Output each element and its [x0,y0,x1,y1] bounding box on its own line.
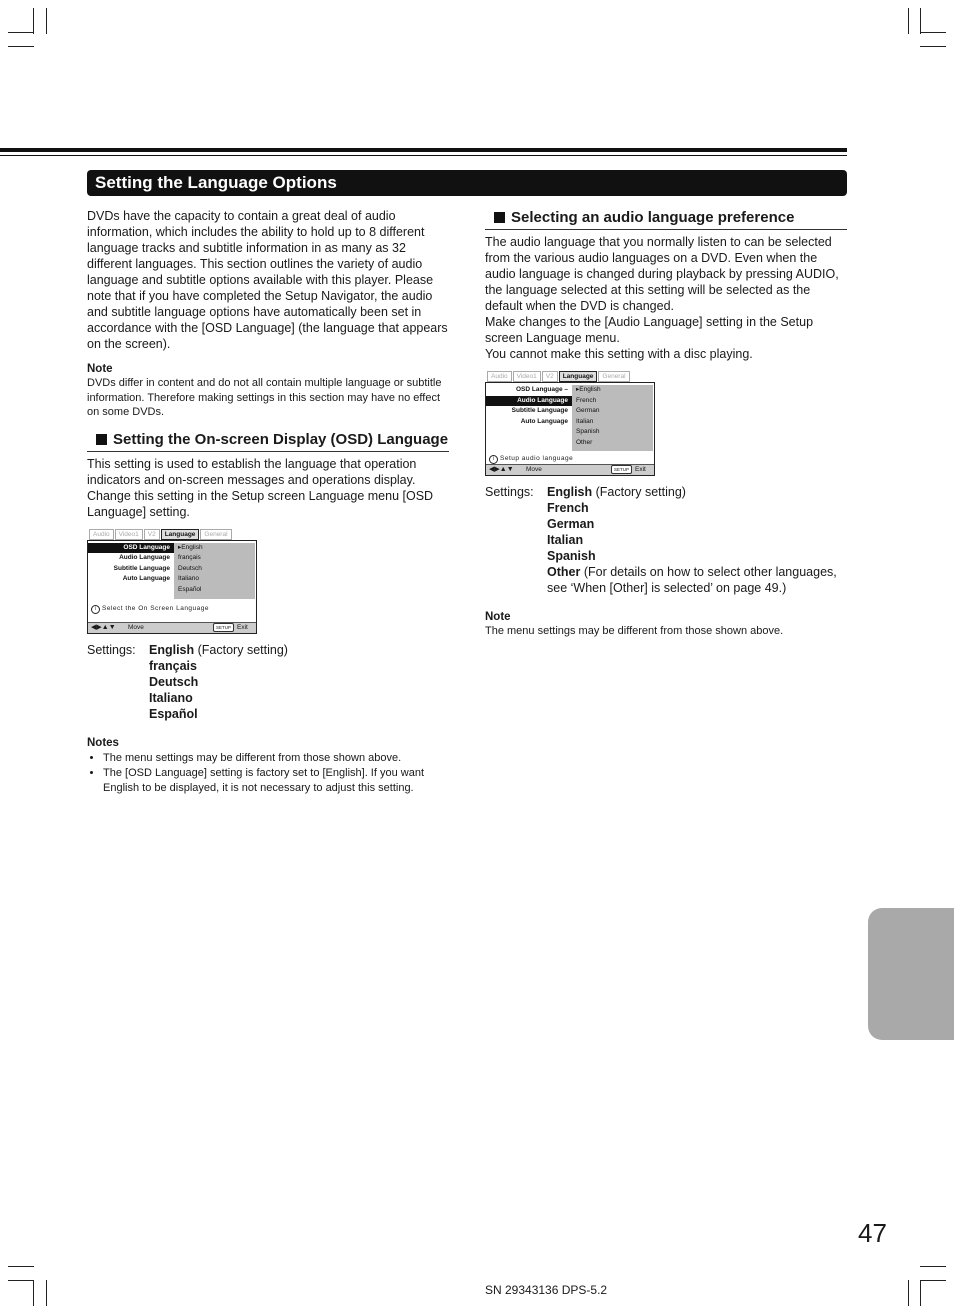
menu-info: i Select the On Screen Language [91,601,209,617]
info-icon: i [91,605,100,614]
crop-mark [920,46,946,47]
crop-mark [908,8,909,34]
crop-mark [8,46,34,47]
crop-mark [920,32,946,33]
menu-option: ▸English [576,386,601,393]
crop-mark [8,1280,34,1281]
osd-paragraph: This setting is used to establish the language that operation indicators and on-screen messages and operations display. Change this setting in the Setup screen Language menu [OSD Language] setting. [87,456,434,519]
move-label: Move [526,466,542,473]
setting-option: Español [149,706,198,721]
header-rule-thin [0,155,847,156]
setup-button-icon: SETUP [611,465,632,474]
tab-general: General [200,529,231,540]
page-title: Setting the Language Options [87,170,847,196]
menu-footer [486,464,654,475]
factory-setting-note: (Factory setting) [592,485,686,499]
note-item: • The menu settings may be different from those shown above. [103,751,449,766]
menu-option: Italiano [178,575,199,582]
intro-paragraph: DVDs have the capacity to contain a great deal of audio information, which includes the ability to hold up to 8 different language tracks and subtitle information in as many as 32 different languages. This section outlines the variety of audio language and subtitle options available with this player. Please note that if you have completed the Setup Navigator, the audio and subtitle language options have automatically been set in accordance with the [OSD Language] (the language that appears on the screen). [87,209,448,351]
arrow-keys-icon: ◀▶▲▼ [489,466,514,473]
menu-items [88,543,174,585]
audio-heading-text: Selecting an audio language preference [511,209,795,226]
menu-option: ▸English [178,543,203,551]
move-label: Move [128,623,144,631]
menu-option: Spanish [576,428,600,435]
exit-label: Exit [237,623,248,631]
menu-tabs [89,529,233,540]
setting-option: French [547,501,589,515]
crop-mark [920,8,921,34]
osd-menu-screen [87,530,257,634]
menu-item: Subtitle Language [113,564,170,572]
menu-item: Subtitle Language [511,407,568,414]
tab-v2: V2 [542,371,558,382]
note-text: The menu settings may be different from those shown above. [485,625,784,637]
menu-item: Audio Language [119,554,170,561]
settings-label: Settings: [485,485,534,499]
crop-mark [920,1280,921,1306]
menu-option: Other [576,438,593,446]
crop-mark [33,8,34,34]
menu-option: Italian [576,417,594,425]
right-column [485,208,847,639]
tab-general: General [598,371,629,382]
osd-heading [87,430,449,452]
menu-options [174,543,255,599]
osd-settings [87,642,449,722]
menu-item: Audio Language [486,396,572,407]
note-title: Note [87,363,113,375]
crop-mark [908,1280,909,1306]
crop-mark [920,1266,946,1267]
side-tab [868,908,954,1040]
notes-title: Notes [87,736,119,749]
page-number: 47 [858,1218,887,1248]
setup-button-icon: SETUP [213,623,234,632]
tab-audio: Audio [89,529,114,540]
note-title: Note [485,611,511,623]
menu-option: français [178,554,201,561]
setting-option: français [149,658,197,673]
menu-footer [88,622,256,633]
notes-list [87,751,449,796]
tab-video1: Video1 [513,371,541,382]
menu-items [486,385,572,427]
settings-options [547,484,847,596]
menu-option: Deutsch [178,564,202,572]
other-setting-note: (For details on how to select other languages, see ‘When [Other] is selected’ on page 49.) [547,565,837,595]
info-icon: i [489,455,498,464]
audio-paragraph-1: The audio language that you normally listen to can be selected from the various audio languages on a DVD. Even when the audio language is changed during playback by pressing AUDIO, the language selected at this setting will be selected as the default when the DVD is changed. [485,235,839,313]
tab-audio: Audio [487,371,512,382]
menu-item: Auto Language [122,575,170,582]
arrow-keys-icon: ◀▶▲▼ [91,623,116,631]
setting-option: Spanish [547,549,596,563]
crop-mark [46,1280,47,1306]
tab-language: Language [559,371,598,382]
header-rule [0,148,847,152]
audio-settings [485,484,847,596]
setting-option: Italiano [149,690,193,705]
menu-option: French [576,396,597,404]
crop-mark [8,1266,34,1267]
settings-options [149,642,288,722]
audio-menu-screen [485,373,655,476]
setting-option: English [149,642,195,657]
tab-language: Language [161,529,200,540]
setting-option: English [547,485,593,499]
audio-paragraph-2: Make changes to the [Audio Language] setting in the Setup screen Language menu. [485,315,814,345]
crop-mark [46,8,47,34]
setting-option: Deutsch [149,674,199,689]
setting-option: Italian [547,533,584,547]
left-column [87,208,449,796]
note-text: DVDs differ in content and do not all contain multiple language or subtitle information. Therefore making settings in this section may have no effect on some DVDs. [87,377,442,418]
crop-mark [920,1280,946,1281]
settings-label: Settings: [87,642,136,657]
setting-option: Other [547,565,581,579]
tab-v2: V2 [144,529,160,540]
menu-options [572,385,653,451]
setting-option: German [547,517,595,531]
menu-tabs [487,371,631,382]
menu-item: Auto Language [520,417,568,425]
crop-mark [33,1280,34,1306]
square-bullet-icon [96,434,107,445]
menu-item: OSD Language [88,543,174,554]
square-bullet-icon [494,212,505,223]
exit-label: Exit [635,466,646,473]
tab-video1: Video1 [115,529,143,540]
menu-item: OSD Language – [515,386,568,393]
audio-paragraph-3: You cannot make this setting with a disc playing. [485,347,753,361]
audio-heading [485,208,847,230]
factory-setting-note: (Factory setting) [194,642,288,657]
osd-heading-text: Setting the On-screen Display (OSD) Language [113,430,449,448]
footer-code: SN 29343136 DPS-5.2 [485,1283,608,1297]
menu-option: Español [178,585,202,593]
crop-mark [8,32,34,33]
note-item: • The [OSD Language] setting is factory set to [English]. If you want English to be displayed, it is not necessary to adjust this setting. [103,766,449,795]
menu-option: German [576,407,600,414]
menu-info: i Setup audio language [489,451,573,467]
